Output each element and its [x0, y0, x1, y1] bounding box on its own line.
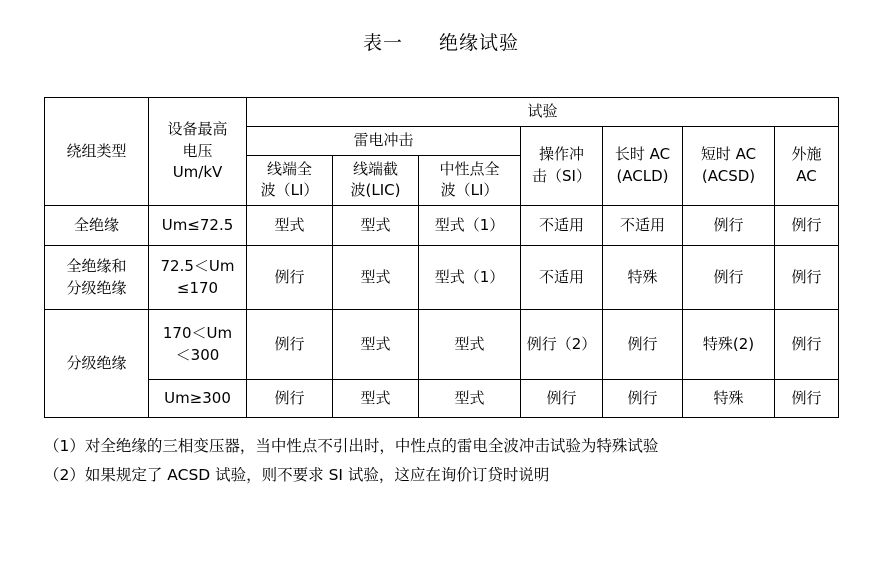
header-lic-line2: 波(LIC) [350, 181, 401, 200]
row2-li-full: 例行 [247, 246, 333, 310]
table-row [45, 246, 839, 310]
row1-li-full: 型式 [247, 206, 333, 246]
header-si-line1: 操作冲 [538, 145, 584, 164]
table-row [45, 206, 839, 246]
header-acld-line1: 长时 AC [614, 145, 671, 164]
table-row [45, 380, 839, 418]
row2-acld: 特殊 [603, 246, 683, 310]
row3-voltage-line1: 170＜Um [162, 323, 233, 342]
row1-lic: 型式 [333, 206, 419, 246]
header-acsd-line2: (ACSD) [701, 166, 756, 185]
header-test: 试验 [247, 98, 839, 127]
header-li-full [247, 155, 333, 206]
row4-si: 例行 [521, 380, 603, 418]
header-max-voltage-line1: 设备最高 [167, 119, 228, 138]
header-lic [333, 155, 419, 206]
title-sub: 绝缘试验 [439, 32, 520, 54]
row3-ac: 例行 [775, 310, 839, 380]
row2-lic: 型式 [333, 246, 419, 310]
row4-li-full: 例行 [247, 380, 333, 418]
header-ac-line1: 外施 [791, 145, 822, 164]
row4-acld: 例行 [603, 380, 683, 418]
header-acsd [683, 126, 775, 205]
row4-neutral: 型式 [419, 380, 521, 418]
row2-winding-type [45, 246, 149, 310]
row2-voltage-line2: ≤170 [176, 278, 219, 297]
header-max-voltage [149, 98, 247, 206]
table-notes [44, 432, 838, 491]
header-acld [603, 126, 683, 205]
row3-acld: 例行 [603, 310, 683, 380]
row3-voltage-line2: ＜300 [175, 345, 220, 364]
row3-neutral: 型式 [419, 310, 521, 380]
header-lic-line1: 线端截 [352, 159, 398, 178]
page-title [0, 0, 882, 55]
table-row [45, 310, 839, 380]
row1-acld: 不适用 [603, 206, 683, 246]
row2-si: 不适用 [521, 246, 603, 310]
row4-voltage: Um≥300 [149, 380, 247, 418]
header-li-full-line1: 线端全 [266, 159, 312, 178]
row1-si: 不适用 [521, 206, 603, 246]
row3-lic: 型式 [333, 310, 419, 380]
header-ac-line2: AC [796, 166, 817, 185]
header-acld-line2: (ACLD) [616, 166, 669, 185]
row1-ac: 例行 [775, 206, 839, 246]
title-main: 表一 [362, 32, 403, 54]
row4-ac: 例行 [775, 380, 839, 418]
row4-acsd: 特殊 [683, 380, 775, 418]
table-header-row-1 [45, 98, 839, 127]
note-2: （2）如果规定了 ACSD 试验，则不要求 SI 试验，这应在询价订贷时说明 [44, 466, 550, 485]
header-si [521, 126, 603, 205]
header-li-full-line2: 波（LI） [260, 181, 319, 200]
row3-acsd: 特殊(2) [683, 310, 775, 380]
row2-ac: 例行 [775, 246, 839, 310]
insulation-test-table-wrapper [44, 97, 838, 418]
row2-winding-type-line1: 全绝缘和 [66, 256, 127, 275]
header-neutral [419, 155, 521, 206]
row1-voltage: Um≤72.5 [149, 206, 247, 246]
header-max-voltage-line3: Um/kV [172, 163, 223, 182]
row1-winding-type: 全绝缘 [45, 206, 149, 246]
row4-lic: 型式 [333, 380, 419, 418]
row3-li-full: 例行 [247, 310, 333, 380]
header-lightning-impulse: 雷电冲击 [247, 126, 521, 155]
row3-si: 例行（2） [521, 310, 603, 380]
row1-neutral: 型式（1） [419, 206, 521, 246]
row3-winding-type: 分级绝缘 [45, 310, 149, 418]
header-neutral-line1: 中性点全 [439, 159, 500, 178]
header-max-voltage-line2: 电压 [182, 141, 213, 160]
header-si-line2: 击（SI） [532, 166, 591, 185]
header-ac [775, 126, 839, 205]
row2-winding-type-line2: 分级绝缘 [66, 278, 127, 297]
row2-voltage-line1: 72.5＜Um [160, 256, 235, 275]
row1-acsd: 例行 [683, 206, 775, 246]
header-acsd-line1: 短时 AC [700, 145, 757, 164]
header-neutral-line2: 波（LI） [440, 181, 499, 200]
row3-voltage [149, 310, 247, 380]
insulation-test-table [44, 97, 839, 418]
row2-acsd: 例行 [683, 246, 775, 310]
note-1: （1）对全绝缘的三相变压器，当中性点不引出时，中性点的雷电全波冲击试验为特殊试验 [44, 437, 659, 455]
row2-voltage [149, 246, 247, 310]
row2-neutral: 型式（1） [419, 246, 521, 310]
header-winding-type: 绕组类型 [45, 98, 149, 206]
